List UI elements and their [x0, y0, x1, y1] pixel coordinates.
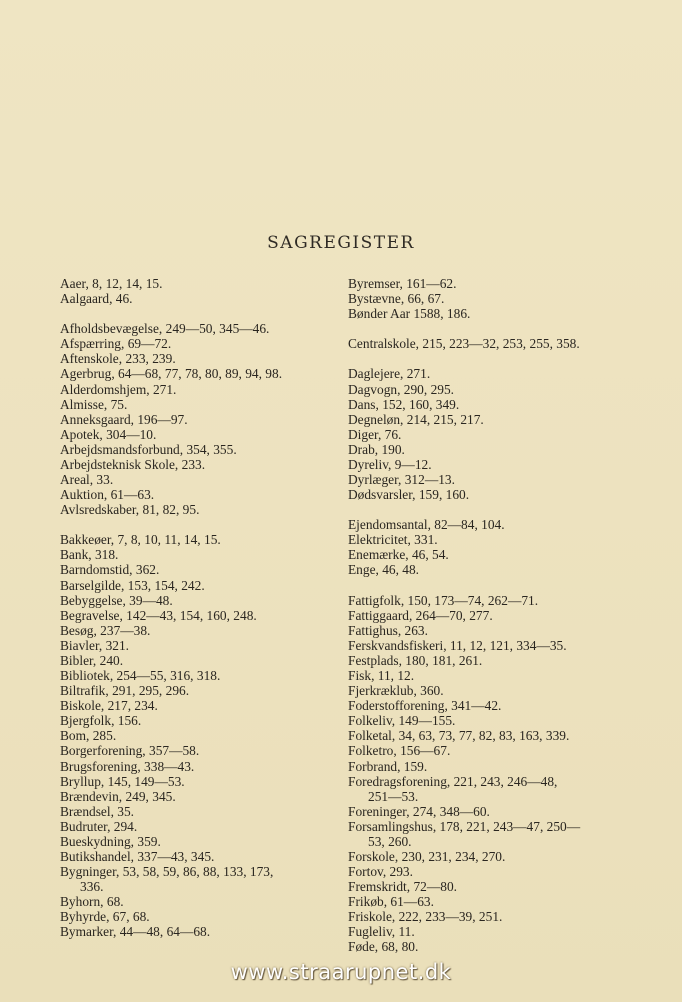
index-entry: Bank, 318. — [60, 547, 119, 563]
index-entry: Byremser, 161—62. — [348, 276, 457, 291]
page-title: SAGREGISTER — [267, 233, 415, 253]
index-entry: Bakkeøer, 7, 8, 10, 11, 14, 15. — [60, 532, 221, 548]
index-entry: Bibler, 240. — [60, 652, 124, 668]
index-entry: Enemærke, 46, 54. — [348, 547, 449, 563]
index-entry: Drab, 190. — [348, 441, 405, 457]
index-entry: Byhorn, 68. — [60, 894, 124, 910]
index-entry: Afspærring, 69—72. — [60, 336, 172, 352]
index-entry: Almisse, 75. — [60, 396, 128, 412]
index-entry: Bueskydning, 359. — [60, 833, 161, 849]
watermark-text: www.straarupnet.dk — [230, 960, 452, 984]
index-column-right — [348, 276, 620, 955]
index-entry: Dødsvarsler, 159, 160. — [348, 487, 470, 503]
index-entry: Brugsforening, 338—43. — [60, 758, 195, 774]
index-entry: Elektricitet, 331. — [348, 532, 438, 548]
group-spacer — [348, 578, 620, 593]
index-entry: Dans, 152, 160, 349. — [348, 396, 460, 412]
index-entry: Daglejere, 271. — [348, 366, 431, 382]
index-entry: Foderstofforening, 341—42. — [348, 698, 502, 714]
index-entry: Aalgaard, 46. — [60, 291, 133, 307]
index-entry: Barndomstid, 362. — [60, 562, 160, 578]
index-entry: Butikshandel, 337—43, 345. — [60, 848, 215, 864]
index-entry: Forskole, 230, 231, 234, 270. — [348, 848, 506, 864]
index-entry: Bønder Aar 1588, 186. — [348, 306, 471, 322]
index-entry: Bymarker, 44—48, 64—68. — [60, 924, 211, 940]
index-entry: Begravelse, 142—43, 154, 160, 248. — [60, 607, 257, 623]
index-entry: Folketro, 156—67. — [348, 743, 451, 759]
index-entry: Bryllup, 145, 149—53. — [60, 773, 185, 789]
index-entry: Biltrafik, 291, 295, 296. — [60, 683, 190, 699]
index-entry: Alderdomshjem, 271. — [60, 381, 177, 397]
index-entry: Folkeliv, 149—155. — [348, 713, 456, 729]
index-entry: Fjerkræklub, 360. — [348, 683, 444, 699]
index-entry: Areal, 33. — [60, 472, 114, 488]
index-entry: 336. — [80, 879, 104, 895]
index-entry: Bibliotek, 254—55, 316, 318. — [60, 668, 221, 684]
index-entry: Bystævne, 66, 67. — [348, 291, 445, 307]
index-entry: Ejendomsantal, 82—84, 104. — [348, 517, 505, 533]
index-entry: Fisk, 11, 12. — [348, 668, 415, 684]
index-entry: Avlsredskaber, 81, 82, 95. — [60, 502, 200, 518]
index-entry: Auktion, 61—63. — [60, 487, 155, 503]
group-spacer — [348, 351, 620, 366]
index-entry: 251—53. — [368, 788, 419, 804]
index-entry: Brændevin, 249, 345. — [60, 788, 176, 804]
index-entry: Apotek, 304—10. — [60, 426, 157, 442]
index-entry: Bom, 285. — [60, 728, 117, 744]
index-entry: Fugleliv, 11. — [348, 924, 415, 940]
group-spacer — [348, 321, 620, 336]
index-entry: Biskole, 217, 234. — [60, 698, 158, 714]
index-entry: Bjergfolk, 156. — [60, 713, 142, 729]
index-entry: Afholdsbevægelse, 249—50, 345—46. — [60, 321, 270, 337]
index-entry: Fattigfolk, 150, 173—74, 262—71. — [348, 592, 539, 608]
index-entry: Dyrlæger, 312—13. — [348, 472, 455, 488]
index-entry: Fremskridt, 72—80. — [348, 879, 457, 895]
index-entry: Frikøb, 61—63. — [348, 894, 434, 910]
index-entry: Diger, 76. — [348, 426, 402, 442]
index-entry: Dyreliv, 9—12. — [348, 456, 432, 472]
group-spacer — [60, 517, 328, 532]
index-entry: Forsamlingshus, 178, 221, 243—47, 250— — [348, 818, 581, 834]
index-entry: Friskole, 222, 233—39, 251. — [348, 909, 503, 925]
index-entry: Føde, 68, 80. — [348, 939, 419, 955]
index-entry: Brændsel, 35. — [60, 803, 135, 819]
index-entry: Borgerforening, 357—58. — [60, 743, 200, 759]
index-entry: Aaer, 8, 12, 14, 15. — [60, 276, 163, 291]
index-entry: Anneksgaard, 196—97. — [60, 411, 188, 427]
index-entry: Ferskvandsfiskeri, 11, 12, 121, 334—35. — [348, 637, 567, 653]
index-entry: Degneløn, 214, 215, 217. — [348, 411, 484, 427]
index-entry: Budruter, 294. — [60, 818, 138, 834]
index-entry: Fattighus, 263. — [348, 622, 428, 638]
index-entry: Centralskole, 215, 223—32, 253, 255, 358. — [348, 336, 580, 352]
index-entry: Arbejdsteknisk Skole, 233. — [60, 456, 206, 472]
index-entry: Forbrand, 159. — [348, 758, 428, 774]
index-entry: Enge, 46, 48. — [348, 562, 420, 578]
index-entry: Besøg, 237—38. — [60, 622, 151, 638]
index-entry: Byhyrde, 67, 68. — [60, 909, 150, 925]
index-entry: 53, 260. — [368, 833, 412, 849]
index-entry: Dagvogn, 290, 295. — [348, 381, 455, 397]
group-spacer — [348, 502, 620, 517]
index-entry: Folketal, 34, 63, 73, 77, 82, 83, 163, 339. — [348, 728, 570, 744]
index-entry: Biavler, 321. — [60, 637, 130, 653]
index-column-left — [60, 276, 328, 939]
index-entry: Foreninger, 274, 348—60. — [348, 803, 490, 819]
index-entry: Barselgilde, 153, 154, 242. — [60, 577, 205, 593]
group-spacer — [60, 306, 328, 321]
index-entry: Festplads, 180, 181, 261. — [348, 652, 483, 668]
index-entry: Foredragsforening, 221, 243, 246—48, — [348, 773, 558, 789]
index-entry: Bygninger, 53, 58, 59, 86, 88, 133, 173, — [60, 864, 274, 880]
index-entry: Aftenskole, 233, 239. — [60, 351, 176, 367]
index-entry: Fortov, 293. — [348, 864, 413, 880]
index-entry: Agerbrug, 64—68, 77, 78, 80, 89, 94, 98. — [60, 366, 283, 382]
index-entry: Fattiggaard, 264—70, 277. — [348, 607, 493, 623]
index-entry: Arbejdsmandsforbund, 354, 355. — [60, 441, 237, 457]
index-entry: Bebyggelse, 39—48. — [60, 592, 173, 608]
